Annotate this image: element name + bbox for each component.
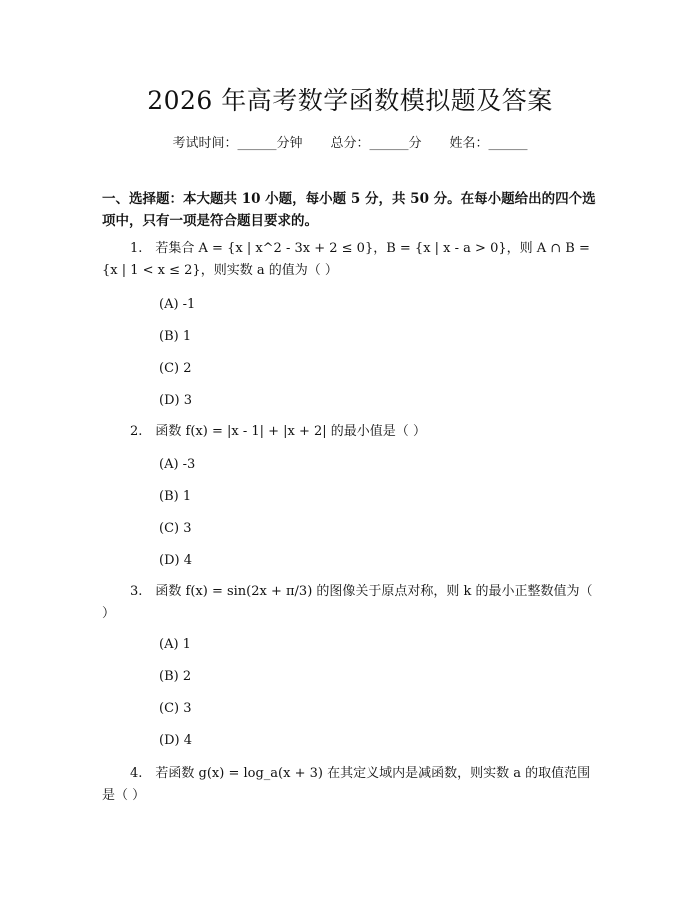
page-title: 2026 年高考数学函数模拟题及答案 [147, 86, 553, 115]
question-3-option-d: (D) 4 [159, 733, 192, 748]
question-1-option-d: (D) 3 [159, 393, 192, 408]
question-1-option-a: (A) -1 [159, 297, 196, 312]
question-1-stem: 1. 若集合 A = {x | x^2 - 3x + 2 ≤ 0}，B = {x | x - a > 0}，则 A ∩ B = {x | 1 < x ≤ 2}，则实数 a 的值为（ ） [102, 241, 590, 278]
total-score-field: 总分：______分 [330, 136, 422, 151]
question-2-option-b: (B) 1 [159, 489, 192, 504]
question-2-option-c: (C) 3 [159, 521, 192, 536]
question-3-option-c: (C) 3 [159, 701, 192, 716]
exam-time-field: 考试时间：______分钟 [172, 136, 303, 151]
question-3-option-b: (B) 2 [159, 669, 192, 684]
question-1-option-b: (B) 1 [159, 329, 192, 344]
section-heading: 一、选择题：本大题共 10 小题，每小题 5 分，共 50 分。在每小题给出的四个选项中，只有一项是符合题目要求的。 [102, 191, 596, 229]
question-1-option-c: (C) 2 [159, 361, 192, 376]
question-2-option-a: (A) -3 [159, 457, 196, 472]
question-3-option-a: (A) 1 [159, 637, 191, 652]
question-2-option-d: (D) 4 [159, 553, 192, 568]
question-4-stem: 4. 若函数 g(x) = log_a(x + 3) 在其定义域内是减函数，则实数 a 的取值范围是（ ） [102, 766, 591, 803]
student-name-field: 姓名：______ [449, 136, 528, 151]
question-2-stem: 2. 函数 f(x) = |x - 1| + |x + 2| 的最小值是（ ） [130, 424, 426, 439]
question-3-stem: 3. 函数 f(x) = sin(2x + π/3) 的图像关于原点对称，则 k 的最小正整数值为（ ） [102, 584, 593, 621]
exam-meta [0, 132, 700, 151]
